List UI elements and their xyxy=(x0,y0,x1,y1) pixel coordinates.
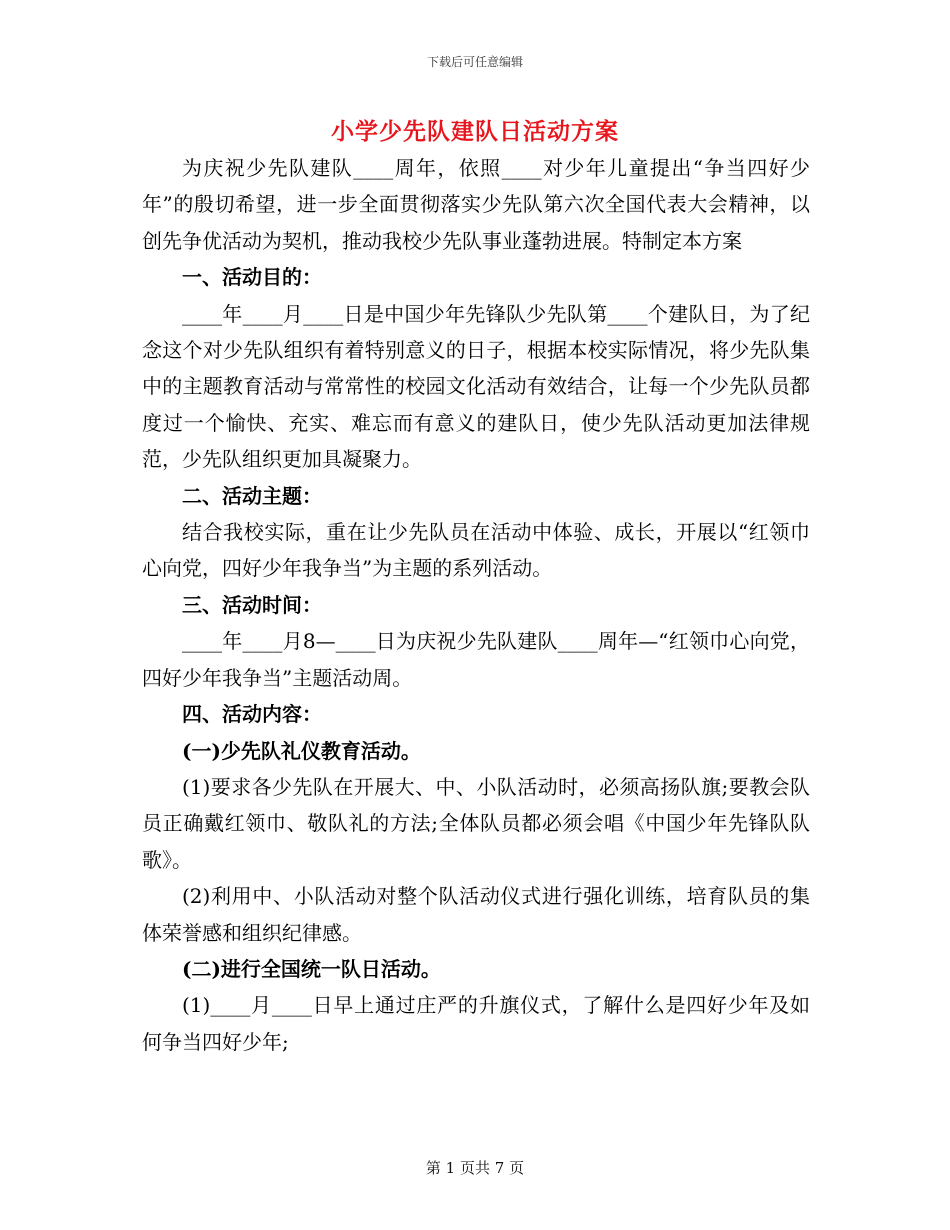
intro-paragraph: 为庆祝少先队建队____周年，依照____对少年儿童提出“争当四好少年”的殷切希望，进一步全面贯彻落实少先队第六次全国代表大会精神，以创先争优活动为契机，推动我校少先队事业蓬勃进展。特制定本方案 xyxy=(142,156,810,253)
subsection-heading-etiquette: (一)少先队礼仪教育活动。 xyxy=(182,738,421,763)
section-heading-content: 四、活动内容： xyxy=(182,702,322,727)
etiquette-item-2: (2)利用中、小队活动对整个队活动仪式进行强化训练，培育队员的集体荣誉感和组织纪律感。 xyxy=(142,884,810,945)
document-title: 小学少先队建队日活动方案 xyxy=(331,118,619,145)
team-day-item-1: (1)____月____日早上通过庄严的升旗仪式，了解什么是四好少年及如何争当四好少年; xyxy=(142,993,810,1054)
purpose-paragraph: ____年____月____日是中国少年先锋队少先队第____个建队日，为了纪念这个对少先队组织有着特别意义的日子，根据本校实际情况，将少先队集中的主题教育活动与常常性的校园文化活动有效结合，让每一个少先队员都度过一个愉快、充实、难忘而有意义的建队日，使少先队活动更加法律规范，少先队组织更加具凝聚力。 xyxy=(142,301,810,472)
section-heading-time: 三、活动时间： xyxy=(182,592,322,617)
etiquette-item-1: (1)要求各少先队在开展大、中、小队活动时，必须高扬队旗;要教会队员正确戴红领巾、敬队礼的方法;全体队员都必须会唱《中国少年先锋队队歌》。 xyxy=(142,774,810,872)
time-paragraph: ____年____月8—____日为庆祝少先队建队____周年—“红领巾心向党，四好少年我争当”主题活动周。 xyxy=(142,629,810,690)
theme-paragraph: 结合我校实际，重在让少先队员在活动中体验、成长，开展以“红领巾心向党，四好少年我争当”为主题的系列活动。 xyxy=(142,520,810,581)
section-heading-purpose: 一、活动目的： xyxy=(182,265,322,290)
page-footer: 第 1 页共 7 页 xyxy=(425,1159,525,1177)
section-heading-theme: 二、活动主题： xyxy=(182,483,322,508)
subsection-heading-team-day: (二)进行全国统一队日活动。 xyxy=(182,956,441,981)
document-body xyxy=(142,150,810,1060)
page-header-note: 下载后可任意编辑 xyxy=(426,55,523,69)
